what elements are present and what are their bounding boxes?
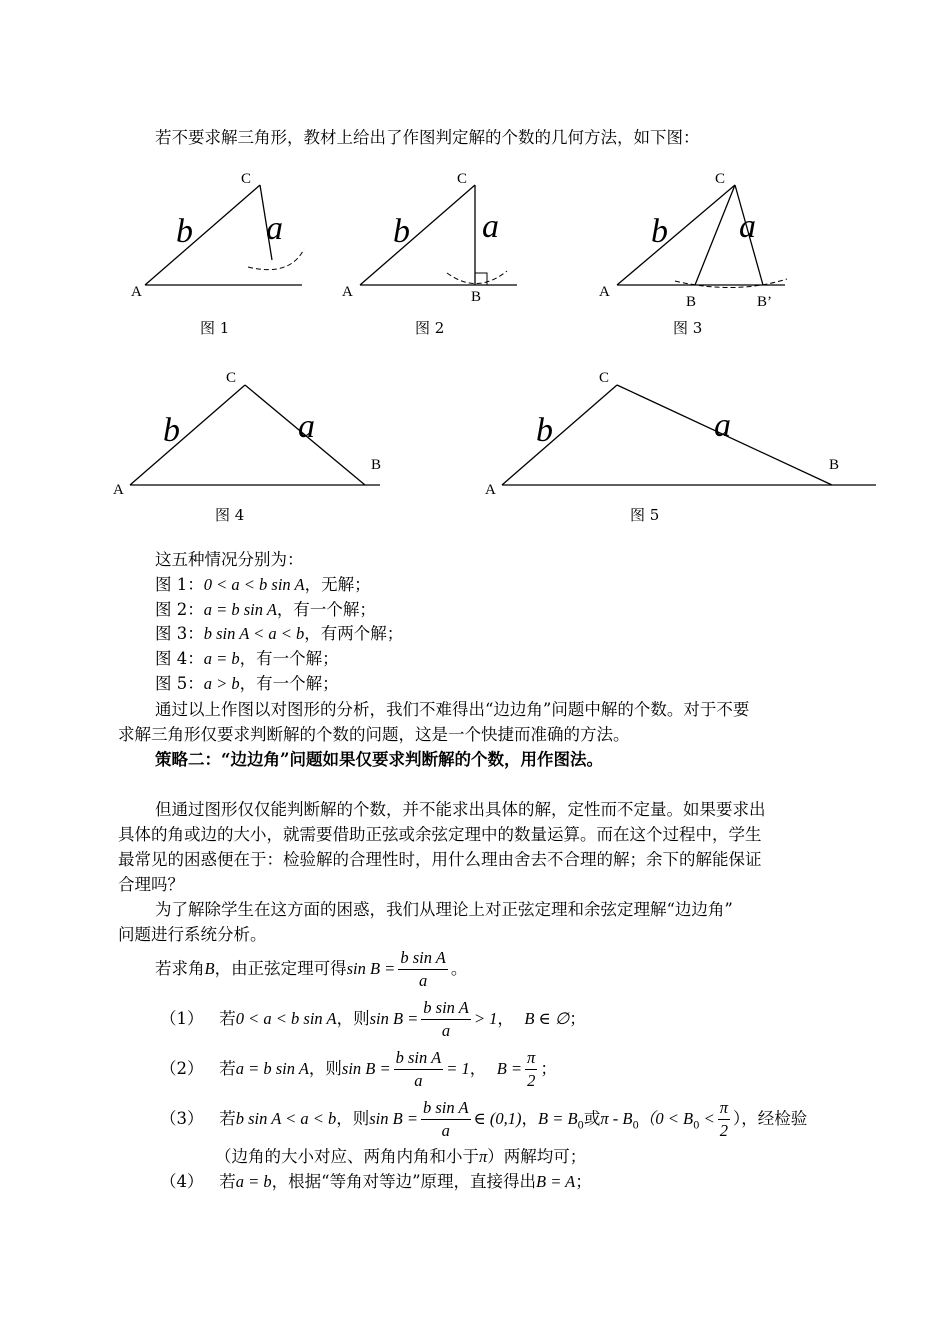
fig2-label-B: B bbox=[471, 289, 482, 305]
fig3-label-Bprime: B’ bbox=[757, 294, 772, 310]
fig5-label-C: C bbox=[599, 370, 610, 386]
figure-1 bbox=[120, 165, 320, 309]
case-item: 图 3：b sin A < a < b，有两个解； bbox=[155, 624, 404, 643]
paragraph-2-line-4: 合理吗？ bbox=[118, 875, 184, 894]
fig1-label-a: a bbox=[266, 210, 283, 247]
fig1-label-b: b bbox=[176, 213, 193, 250]
fig4-label-C: C bbox=[226, 370, 237, 386]
case-analysis-4: （4） 若a = b，根据“等角对等边”原理，直接得出B = A； bbox=[160, 1172, 592, 1191]
fig5-label-B: B bbox=[829, 457, 840, 473]
fig3-label-C: C bbox=[715, 171, 726, 187]
fig3-label-A: A bbox=[599, 284, 610, 300]
caption-fig5: 图 5 bbox=[630, 506, 660, 524]
fig1-arc bbox=[248, 249, 304, 270]
paragraph-1-line-2: 求解三角形仅要求判断解的个数的问题，这是一个快捷而准确的方法。 bbox=[118, 725, 630, 744]
strategy-heading: 策略二：“边边角”问题如果仅要求判断解的个数，用作图法。 bbox=[155, 750, 603, 769]
paragraph-3-line-1: 为了解除学生在这方面的困惑，我们从理论上对正弦定理和余弦定理解“边边角” bbox=[155, 900, 733, 919]
paragraph-2-line-3: 最常见的困惑便在于：检验解的合理性时，用什么理由舍去不合理的解；余下的解能保证 bbox=[118, 850, 762, 869]
fig5-label-a: a bbox=[714, 407, 731, 444]
case-item: 图 1：0 < a < b sin A，无解； bbox=[155, 575, 371, 594]
fig2-label-A: A bbox=[342, 284, 353, 300]
fig1-label-A: A bbox=[131, 284, 142, 300]
figure-2 bbox=[335, 165, 535, 309]
paragraph-2-line-2: 具体的角或边的大小，就需要借助正弦或余弦定理中的数量运算。而在这个过程中，学生 bbox=[118, 825, 762, 844]
figure-3 bbox=[595, 165, 805, 319]
paragraph-2-line-1: 但通过图形仅仅能判断解的个数，并不能求出具体的解，定性而不定量。如果要求出 bbox=[155, 800, 766, 819]
fig2-label-b: b bbox=[393, 213, 410, 250]
fig4-label-a: a bbox=[298, 408, 315, 445]
fig5-side-b bbox=[502, 385, 617, 485]
sine-fraction: $\frac{\text{b sin A}}{a}$ bbox=[400, 948, 446, 990]
caption-fig4: 图 4 bbox=[215, 506, 245, 524]
fig5-label-b: b bbox=[536, 412, 553, 449]
fig5-label-A: A bbox=[485, 482, 496, 498]
fig3-arc bbox=[675, 279, 787, 288]
sine-law-line: 若求角B，由正弦定理可得sin B = $\frac{\text{b sin A}}{a}$ 。 bbox=[155, 948, 468, 990]
fig3-side-b bbox=[617, 185, 735, 285]
fig3-side-a-B bbox=[695, 185, 735, 285]
case-item: 图 5：a > b，有一个解； bbox=[155, 674, 339, 693]
fig4-side-b bbox=[130, 385, 245, 485]
fig4-label-b: b bbox=[163, 412, 180, 449]
cases-heading: 这五种情况分别为： bbox=[155, 550, 304, 569]
fig4-label-A: A bbox=[113, 482, 124, 498]
fig2-label-C: C bbox=[457, 171, 468, 187]
case-analysis-3: （3） 若b sin A < a < b，则sin B = $\frac{\text{b sin A}}{a}$ ∈ (0,1)，$B = B_0$或$\pi - B_0(0 < B_0$ < $\frac{\pi}{2}$ ），经检验 bbox=[160, 1098, 808, 1140]
paragraph-1-line-1: 通过以上作图以对图形的分析，我们不难得出“边边角”问题中解的个数。对于不要 bbox=[155, 700, 750, 719]
fig4-label-B: B bbox=[371, 457, 382, 473]
caption-fig1: 图 1 bbox=[200, 319, 230, 337]
fig2-label-a: a bbox=[482, 208, 499, 245]
fig2-side-b bbox=[360, 185, 475, 285]
caption-fig3: 图 3 bbox=[673, 319, 703, 337]
figure-5 bbox=[480, 365, 890, 504]
fig1-label-C: C bbox=[241, 171, 252, 187]
paragraph-3-line-2: 问题进行系统分析。 bbox=[118, 925, 267, 944]
figure-4 bbox=[105, 365, 405, 504]
caption-fig2: 图 2 bbox=[415, 319, 445, 337]
fig3-label-a: a bbox=[739, 208, 756, 245]
case-item: 图 2：a = b sin A，有一个解； bbox=[155, 600, 376, 619]
fig3-label-b: b bbox=[651, 213, 668, 250]
case-item: 图 4：a = b，有一个解； bbox=[155, 649, 339, 668]
case-analysis-3-note: （边角的大小对应、两角内角和小于π）两解均可； bbox=[215, 1147, 587, 1166]
intro-text: 若不要求解三角形，教材上给出了作图判定解的个数的几何方法，如下图： bbox=[155, 128, 700, 147]
fig3-label-B: B bbox=[686, 294, 697, 310]
case-analysis-1: （1） 若0 < a < b sin A，则sin B = $\frac{\text{b sin A}}{a}$ > 1， B ∈ ∅； bbox=[160, 998, 586, 1040]
fig1-side-b bbox=[145, 185, 260, 285]
case-analysis-2: （2） 若a = b sin A，则sin B = $\frac{\text{b sin A}}{a}$ = 1， B = $\frac{\pi}{2}$ ； bbox=[160, 1048, 557, 1090]
